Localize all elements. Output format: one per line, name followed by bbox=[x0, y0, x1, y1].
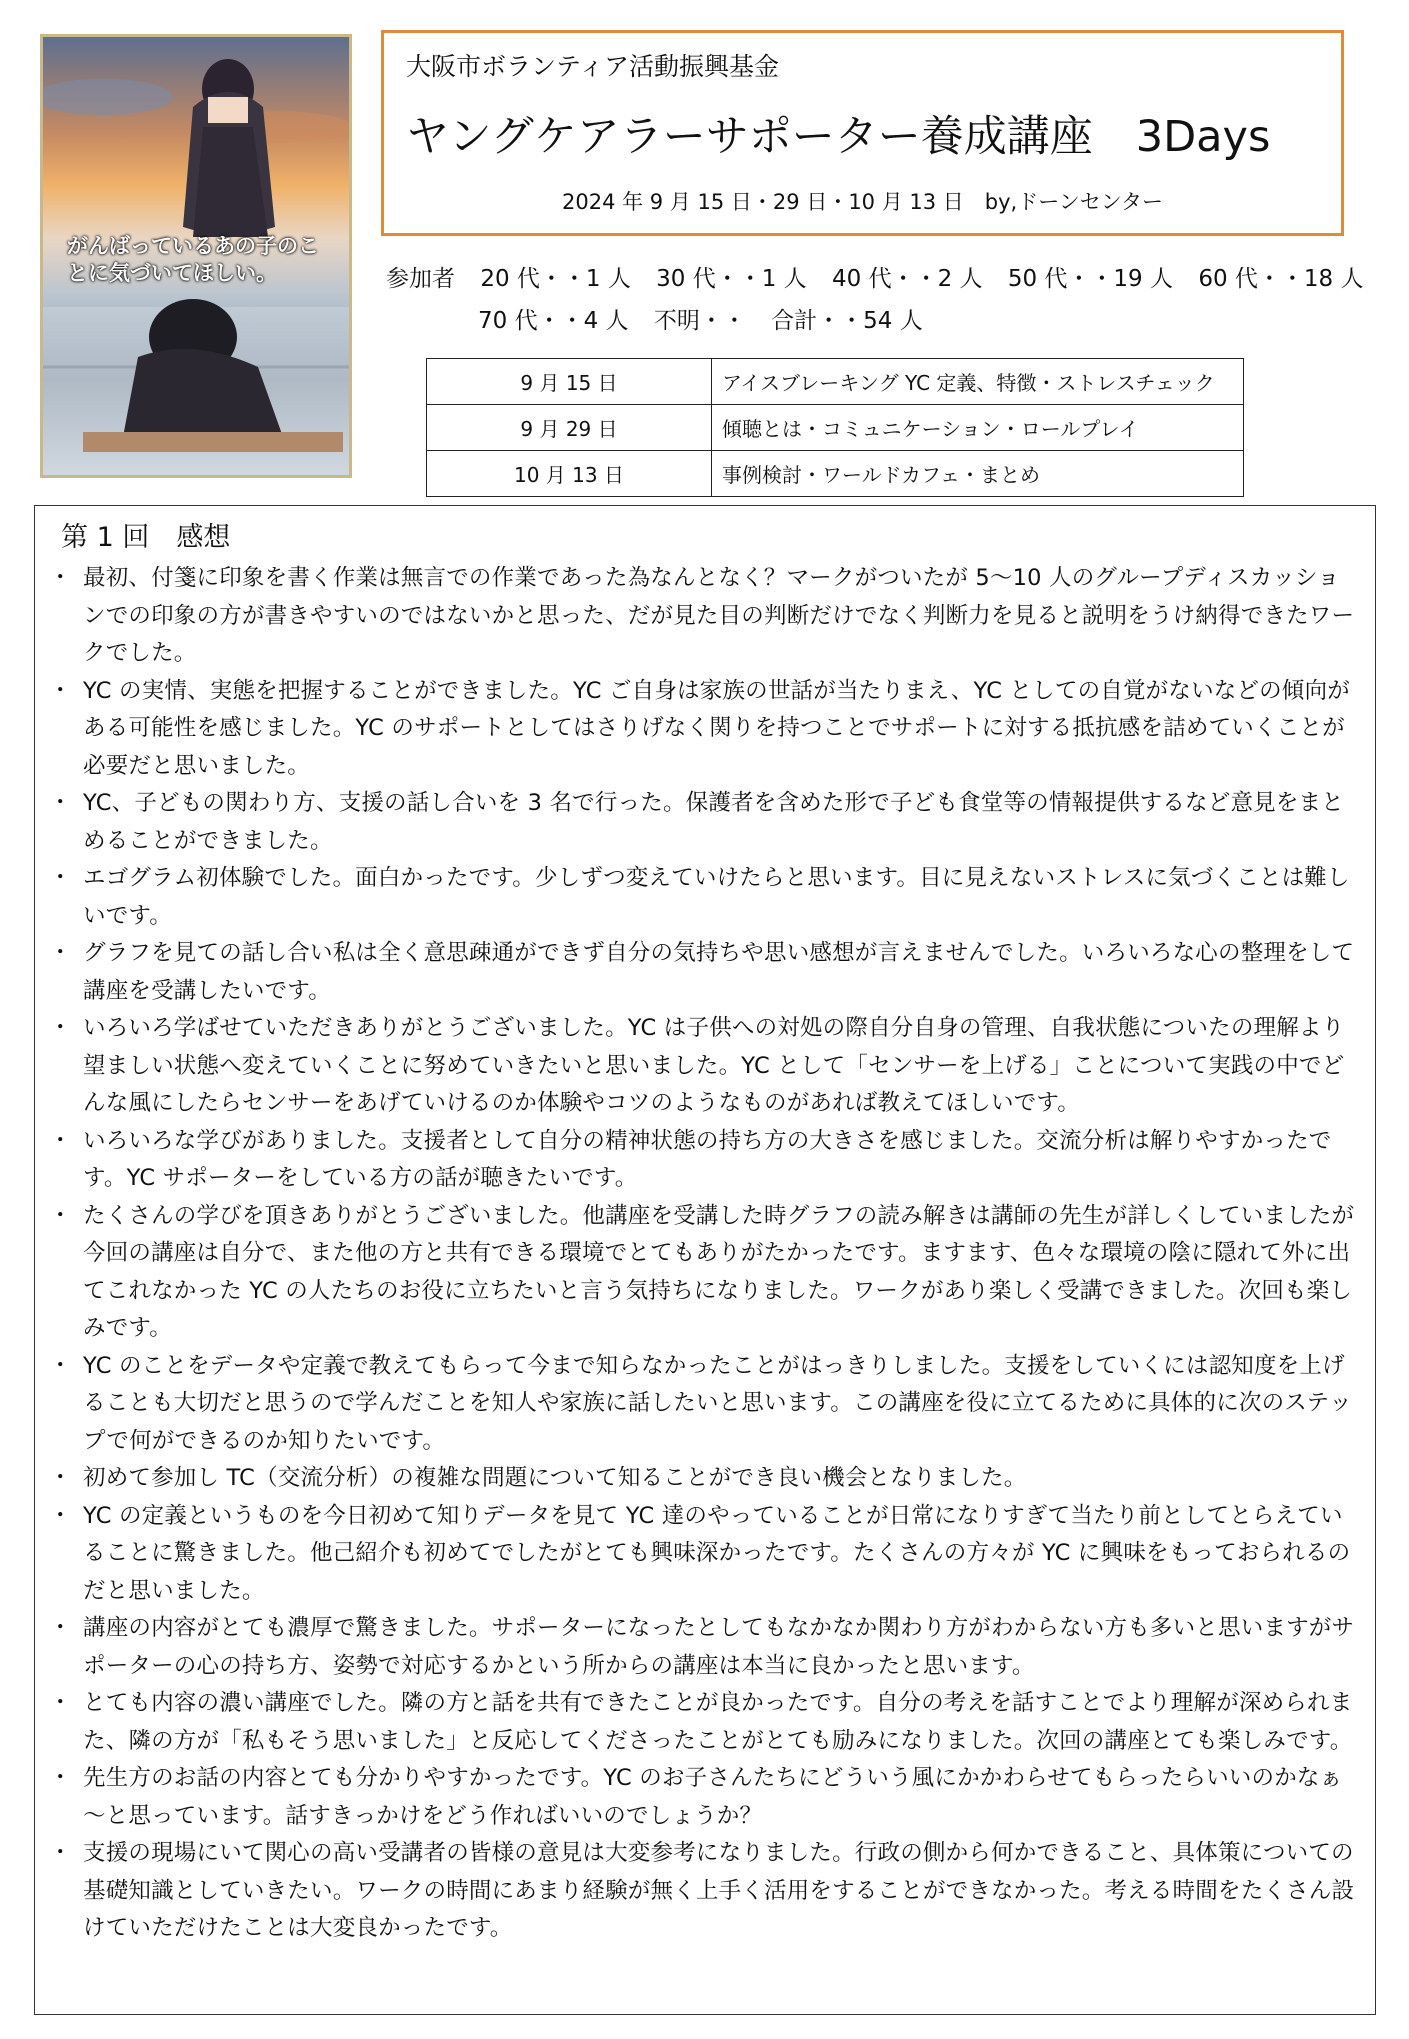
poster-caption: がんばっているあの子のことに気づいてほしい。 bbox=[67, 234, 319, 285]
participants-count: 40 代・・2 人 bbox=[832, 266, 983, 292]
feedback-title: 第 1 回 感想 bbox=[61, 522, 231, 553]
list-item: ・ 初めて参加し TC（交流分析）の複雑な問題について知ることができ良い機会となりました。 bbox=[43, 1460, 1355, 1498]
table-row bbox=[427, 451, 1244, 497]
list-item: ・ YC の定義というものを今日初めて知りデータを見て YC 達のやっていることが日常になりすぎて当たり前としてとらえていることに驚きました。他己紹介も初めてでしたがとても興味深かったです。たくさんの方々が YC に興味をもっておられるのだと思いました。 bbox=[43, 1498, 1355, 1611]
date-venue-line: 2024 年 9 月 15 日・29 日・10 月 13 日 by,ドーンセンター bbox=[562, 190, 1163, 214]
schedule-date: 9 月 15 日 bbox=[427, 359, 712, 405]
feedback-list bbox=[43, 560, 1355, 1948]
list-item: ・ YC、子どもの関わり方、支援の話し合いを 3 名で行った。保護者を含めた形で子ども食堂等の情報提供するなど意見をまとめることができました。 bbox=[43, 785, 1355, 860]
organization-name: 大阪市ボランティア活動振興基金 bbox=[406, 52, 780, 81]
participants-count: 20 代・・1 人 bbox=[480, 266, 631, 292]
schedule-table bbox=[426, 358, 1244, 497]
participants-count: 60 代・・18 人 bbox=[1198, 266, 1364, 292]
participants-total: 合計・・54 人 bbox=[771, 308, 923, 334]
list-item: ・ 先生方のお話の内容とても分かりやすかったです。YC のお子さんたちにどういう風にかかわらせてもらったらいいのかなぁ～と思っています。話すきっかけをどう作ればいいのでしょうか？ bbox=[43, 1760, 1355, 1835]
poster-image bbox=[40, 34, 352, 478]
schedule-date: 10 月 13 日 bbox=[427, 451, 712, 497]
participants-count: 50 代・・19 人 bbox=[1007, 266, 1173, 292]
list-item: ・ 講座の内容がとても濃厚で驚きました。サポーターになったとしてもなかなか関わり方がわからない方も多いと思いますがサポーターの心の持ち方、姿勢で対応するかという所からの講座は本当に良かったと思います。 bbox=[43, 1610, 1355, 1685]
schedule-content: アイスブレーキング YC 定義、特徴・ストレスチェック bbox=[712, 359, 1244, 405]
schedule-content: 傾聴とは・コミュニケーション・ロールプレイ bbox=[712, 405, 1244, 451]
table-row bbox=[427, 359, 1244, 405]
list-item: ・ たくさんの学びを頂きありがとうございました。他講座を受講した時グラフの読み解きは講師の先生が詳しくしていましたが今回の講座は自分で、また他の方と共有できる環境でとてもありがたかったです。ますます、色々な環境の陰に隠れて外に出てこれなかった YC の人たちのお役に立ちたいと言う気持ちになりました。ワークがあり楽しく受講できました。次回も楽しみです。 bbox=[43, 1198, 1355, 1348]
participants-count: 70 代・・4 人 bbox=[478, 308, 629, 334]
page-title: ヤングケアラーサポーター養成講座 3Days bbox=[406, 112, 1271, 162]
list-item: ・ 最初、付箋に印象を書く作業は無言での作業であった為なんとなく？マークがついたが 5～10 人のグループディスカッションでの印象の方が書きやすいのではないかと思った、だが見た目の判断だけでなく判断力を見ると説明をうけ納得できたワークでした。 bbox=[43, 560, 1355, 673]
list-item: ・ グラフを見ての話し合い私は全く意思疎通ができず自分の気持ちや思い感想が言えませんでした。いろいろな心の整理をして講座を受講したいです。 bbox=[43, 935, 1355, 1010]
list-item: ・ いろいろ学ばせていただきありがとうございました。YC は子供への対処の際自分自身の管理、自我状態についたの理解より望ましい状態へ変えていくことに努めていきたいと思いました。YC として「センサーを上げる」ことについて実践の中でどんな風にしたらセンサーをあげていけるのか体験やコツのようなものがあれば教えてほしいです。 bbox=[43, 1010, 1355, 1123]
feedback-box bbox=[34, 505, 1376, 2015]
participants-label: 参加者 bbox=[386, 266, 455, 292]
list-item: ・ エゴグラム初体験でした。面白かったです。少しずつ変えていけたらと思います。目に見えないストレスに気づくことは難しいです。 bbox=[43, 860, 1355, 935]
table-row bbox=[427, 405, 1244, 451]
participants-count: 30 代・・1 人 bbox=[656, 266, 807, 292]
list-item: ・ とても内容の濃い講座でした。隣の方と話を共有できたことが良かったです。自分の考えを話すことでより理解が深められまた、隣の方が「私もそう思いました」と反応してくださったことがとても励みになりました。次回の講座とても楽しみです。 bbox=[43, 1685, 1355, 1760]
schedule-content: 事例検討・ワールドカフェ・まとめ bbox=[712, 451, 1244, 497]
list-item: ・ YC のことをデータや定義で教えてもらって今まで知らなかったことがはっきりしました。支援をしていくには認知度を上げることも大切だと思うので学んだことを知人や家族に話したいと思います。この講座を役に立てるために具体的に次のステップで何ができるのか知りたいです。 bbox=[43, 1348, 1355, 1461]
list-item: ・ いろいろな学びがありました。支援者として自分の精神状態の持ち方の大きさを感じました。交流分析は解りやすかったです。YC サポーターをしている方の話が聴きたいです。 bbox=[43, 1123, 1355, 1198]
list-item: ・ YC の実情、実態を把握することができました。YC ご自身は家族の世話が当たりまえ、YC としての自覚がないなどの傾向がある可能性を感じました。YC のサポートとしてはさりげなく関りを持つことでサポートに対する抵抗感を詰めていくことが必要だと思いました。 bbox=[43, 673, 1355, 786]
schedule-date: 9 月 29 日 bbox=[427, 405, 712, 451]
list-item: ・ 支援の現場にいて関心の高い受講者の皆様の意見は大変参考になりました。行政の側から何かできること、具体策についての基礎知識としていきたい。ワークの時間にあまり経験が無く上手く活用をすることができなかった。考える時間をたくさん設けていただけたことは大変良かったです。 bbox=[43, 1835, 1355, 1948]
participants-line-2 bbox=[478, 302, 941, 335]
title-box bbox=[381, 30, 1344, 236]
participants-line-1 bbox=[386, 260, 1381, 293]
participants-count: 不明・・ bbox=[653, 308, 746, 334]
